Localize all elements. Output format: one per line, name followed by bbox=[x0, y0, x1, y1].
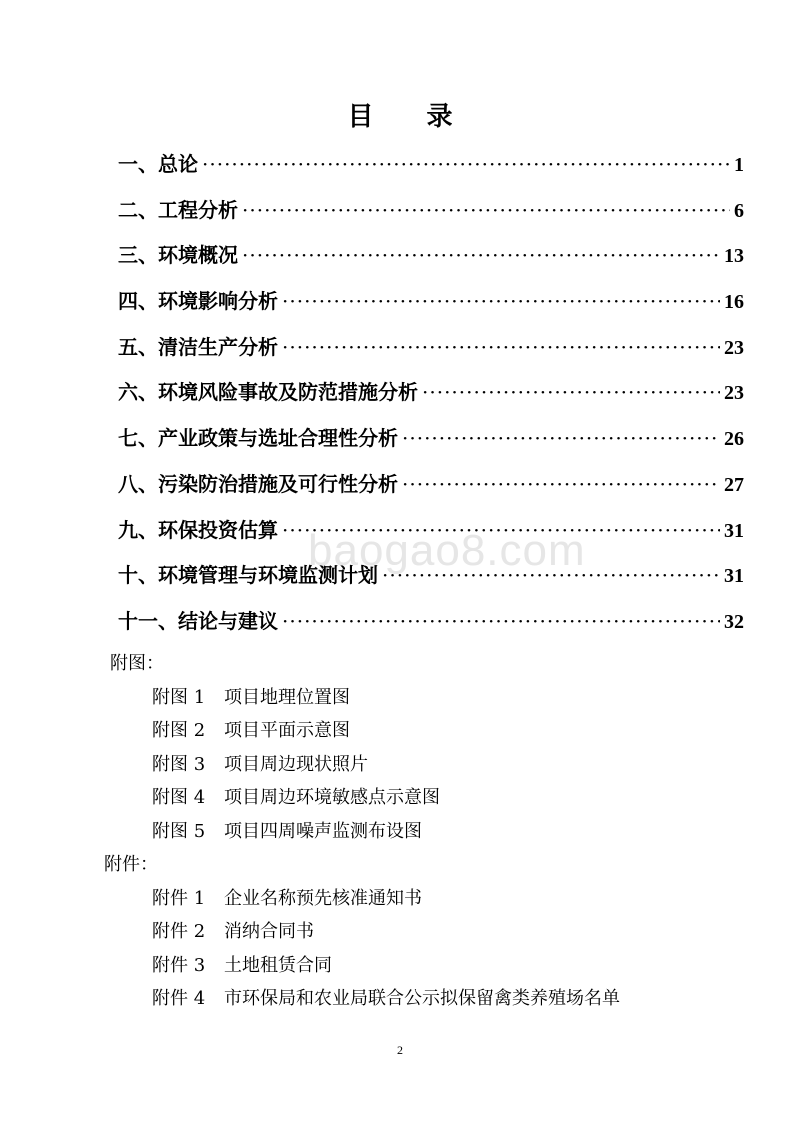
toc-entry-page: 23 bbox=[724, 336, 744, 359]
attachment-item-prefix: 附件 3 bbox=[152, 954, 206, 976]
attachment-item-title: 消纳合同书 bbox=[224, 921, 314, 943]
toc-entry[interactable] bbox=[118, 192, 744, 238]
toc-entry-label: 十、环境管理与环境监测计划 bbox=[118, 563, 378, 588]
document-title: 目 录 bbox=[347, 102, 475, 132]
toc-entry-page: 27 bbox=[724, 473, 744, 496]
figures-heading: 附图： bbox=[110, 653, 164, 674]
figure-item-prefix: 附图 5 bbox=[152, 820, 206, 842]
toc-entry[interactable] bbox=[118, 420, 744, 466]
toc-entry-page: 16 bbox=[724, 291, 744, 314]
toc-leader-dots bbox=[242, 237, 720, 273]
toc-entry-label: 四、环境影响分析 bbox=[118, 289, 278, 314]
toc-entry-page: 31 bbox=[724, 565, 744, 588]
toc-entry-page: 13 bbox=[724, 245, 744, 268]
toc-entry-label: 五、清洁生产分析 bbox=[118, 334, 278, 359]
toc-leader-dots bbox=[282, 283, 720, 319]
figure-item[interactable] bbox=[152, 819, 440, 852]
toc-entry[interactable] bbox=[118, 603, 744, 649]
toc-entry-page: 1 bbox=[734, 154, 744, 176]
toc-entry[interactable] bbox=[118, 237, 744, 283]
toc-entry-label: 二、工程分析 bbox=[118, 197, 238, 222]
figure-item-title: 项目周边现状照片 bbox=[224, 753, 368, 775]
attachments-list bbox=[152, 886, 620, 1020]
toc-entry-label: 三、环境概况 bbox=[118, 243, 238, 268]
toc-entry-page: 32 bbox=[724, 610, 744, 633]
attachment-item-prefix: 附件 4 bbox=[152, 988, 206, 1010]
figure-item-prefix: 附图 1 bbox=[152, 687, 206, 708]
toc-entry-page: 6 bbox=[734, 199, 744, 222]
attachment-item-title: 土地租赁合同 bbox=[224, 954, 332, 976]
toc-leader-dots bbox=[242, 192, 730, 228]
watermark: baogao8.com bbox=[308, 526, 586, 575]
attachment-item-prefix: 附件 1 bbox=[152, 888, 206, 909]
figure-item-prefix: 附图 3 bbox=[152, 753, 206, 775]
attachment-item[interactable] bbox=[152, 886, 620, 919]
figure-item-title: 项目地理位置图 bbox=[224, 687, 350, 708]
toc-entry-label: 八、污染防治措施及可行性分析 bbox=[118, 471, 398, 496]
toc-entry[interactable] bbox=[118, 283, 744, 329]
figure-item-title: 项目周边环境敏感点示意图 bbox=[224, 787, 440, 809]
figure-item[interactable] bbox=[152, 785, 440, 818]
toc-leader-dots bbox=[282, 329, 720, 365]
toc-leader-dots bbox=[402, 420, 720, 456]
attachment-item[interactable] bbox=[152, 953, 620, 986]
toc-entry-label: 九、环保投资估算 bbox=[118, 517, 278, 542]
toc-entry-label: 七、产业政策与选址合理性分析 bbox=[118, 426, 398, 451]
figure-item-title: 项目四周噪声监测布设图 bbox=[224, 820, 422, 842]
toc-entry-page: 23 bbox=[724, 382, 744, 405]
figure-item-prefix: 附图 2 bbox=[152, 720, 206, 742]
attachment-item-title: 市环保局和农业局联合公示拟保留禽类养殖场名单 bbox=[224, 988, 620, 1010]
attachments-heading: 附件： bbox=[104, 854, 158, 875]
page-number: 2 bbox=[397, 1043, 403, 1057]
figure-item[interactable] bbox=[152, 685, 440, 718]
attachment-item-prefix: 附件 2 bbox=[152, 921, 206, 943]
toc-entry-page: 31 bbox=[724, 519, 744, 542]
toc-entry-page: 26 bbox=[724, 428, 744, 451]
toc-entry[interactable] bbox=[118, 374, 744, 420]
figure-item-prefix: 附图 4 bbox=[152, 787, 206, 809]
attachment-item[interactable] bbox=[152, 919, 620, 952]
toc-entry-label: 十一、结论与建议 bbox=[118, 608, 278, 633]
toc-entry[interactable] bbox=[118, 329, 744, 375]
toc-leader-dots bbox=[202, 146, 730, 182]
figures-list bbox=[152, 685, 440, 852]
toc-leader-dots bbox=[422, 374, 720, 410]
toc-leader-dots bbox=[282, 603, 720, 639]
toc-entry-label: 一、总论 bbox=[118, 152, 198, 176]
attachment-item[interactable] bbox=[152, 986, 620, 1019]
figure-item-title: 项目平面示意图 bbox=[224, 720, 350, 742]
toc-leader-dots bbox=[402, 466, 720, 502]
figure-item[interactable] bbox=[152, 752, 440, 785]
toc-entry-label: 六、环境风险事故及防范措施分析 bbox=[118, 380, 418, 405]
attachment-item-title: 企业名称预先核准通知书 bbox=[224, 888, 422, 909]
toc-entry[interactable] bbox=[118, 146, 744, 192]
toc-entry[interactable] bbox=[118, 466, 744, 512]
figure-item[interactable] bbox=[152, 718, 440, 751]
